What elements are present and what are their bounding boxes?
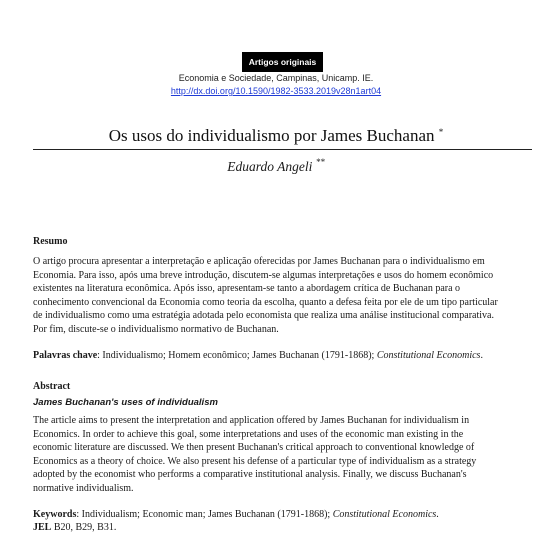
palavras-chave-end: . — [480, 350, 483, 361]
abstract-subtitle: James Buchanan's uses of individualism — [33, 397, 218, 408]
keywords-end: . — [436, 509, 439, 520]
author-footnote-mark[interactable]: ** — [315, 157, 325, 167]
resumo-line: Economia. Para isso, após uma breve introdução, discutem-se algumas interpretações e usos do homem econômico — [33, 269, 494, 281]
palavras-chave-list: : Individualismo; Homem econômico; James Buchanan (1791-1868); — [97, 350, 377, 361]
jel-codes — [33, 521, 532, 535]
author-line — [0, 157, 552, 175]
section-badge: Artigos originais — [242, 52, 323, 72]
jel-list: B20, B29, B31. — [51, 522, 117, 533]
article-title — [0, 126, 552, 146]
abstract-body — [33, 414, 532, 495]
palavras-chave — [33, 349, 532, 363]
resumo-line: O artigo procura apresentar a interpretação e aplicação oferecidas por James Buchanan para o individualismo em — [33, 256, 485, 267]
keywords — [33, 508, 532, 522]
jel-label: JEL — [33, 522, 52, 533]
abstract-heading: Abstract — [33, 381, 71, 392]
keywords-list: : Individualism; Economic man; James Buchanan (1791-1868); — [76, 509, 333, 520]
resumo-line: de individualismo como uma estratégia adotada pelo economista que realiza uma análise institucional comparativa. — [33, 310, 494, 321]
resumo-heading: Resumo — [33, 236, 68, 247]
abstract-line: economic literature are discussed. We then present Buchanan's critical approach to conventional knowledge of — [33, 442, 475, 453]
abstract-line: normative individualism. — [33, 482, 134, 494]
resumo-body — [33, 255, 532, 336]
palavras-chave-italic: Constitutional Economics — [376, 350, 481, 361]
title-text: Os usos do individualismo por James Buchanan — [108, 126, 435, 145]
abstract-line: The article aims to present the interpretation and application offered by James Buchanan for individualism in — [33, 415, 470, 426]
abstract-line: adopted by the economist who performs a comparative institutional analysis. Finally, we discuss Buchanan's — [33, 469, 467, 480]
keywords-italic: Constitutional Economics — [332, 509, 437, 520]
journal-citation: Economia e Sociedade, Campinas, Unicamp. IE. — [178, 73, 374, 83]
resumo-line: existentes na literatura econômica. Após isso, apresentam-se tanto a abordagem crítica de Buchanan para o — [33, 283, 461, 294]
abstract-line: Economics as a theory of choice. We also present his defense of a particular type of individualism as a strategy — [33, 455, 477, 467]
author-name: Eduardo Angeli — [227, 159, 313, 174]
title-footnote-mark[interactable]: * — [438, 127, 444, 137]
resumo-line: Por fim, discute-se o individualismo normativo de Buchanan. — [33, 323, 279, 335]
keywords-label: Keywords — [33, 509, 77, 520]
doi-link[interactable]: http://dx.doi.org/10.1590/1982-3533.2019v28n1art04 — [170, 86, 382, 96]
palavras-chave-label: Palavras chave — [33, 350, 98, 361]
doi-line — [0, 86, 552, 96]
resumo-line: conhecimento convencional da Economia como teoria da escolha, quanto a defesa feita por ele de um tipo particular — [33, 296, 498, 308]
abstract-line: Economics. In order to achieve this goal, some interpretations and uses of the economic man existing in the — [33, 428, 464, 440]
title-divider — [33, 149, 532, 150]
